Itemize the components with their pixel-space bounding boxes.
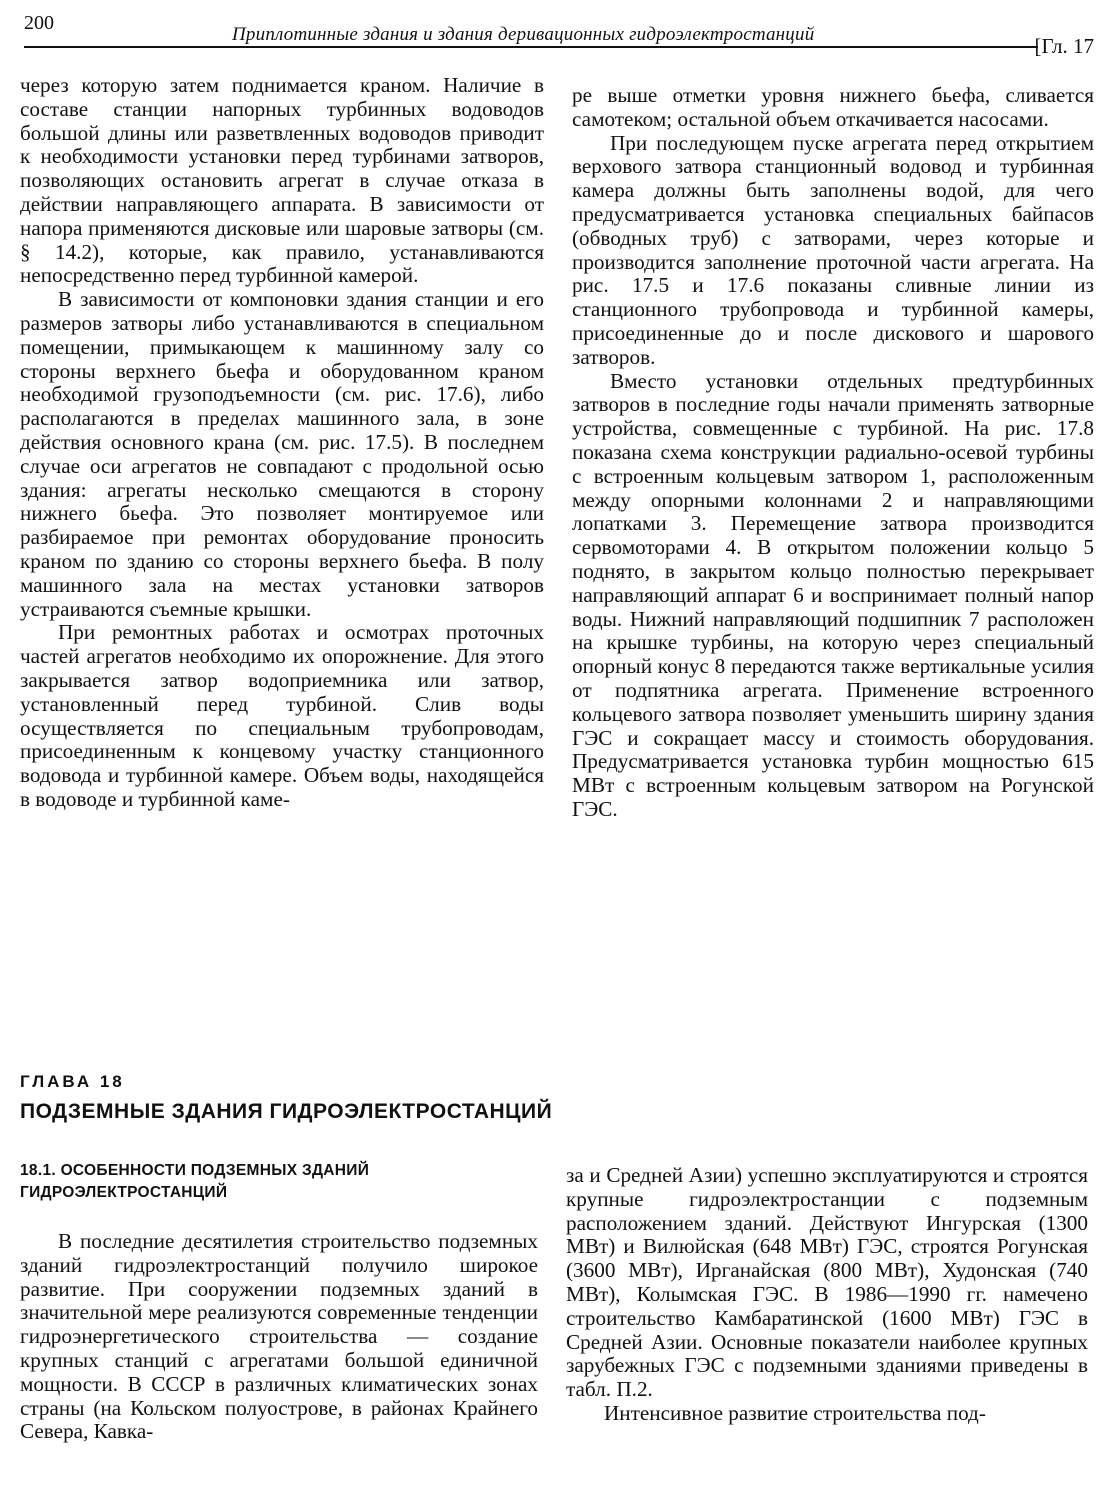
paragraph: При ремонтных работах и осмотрах проточных частей агрегатов необходимо их опорожнение. Для этого закрывается затвор водоприемника или затвор, установленный перед турбиной. Слив воды осуществляется по специальным трубопроводам, присоединенным к концевому участку станционного водовода и турбинной камере. Объем воды, находящейся в водоводе и турбинной каме- (20, 620, 544, 811)
bottom-right-column (566, 1164, 1088, 1426)
chapter-title: ПОДЗЕМНЫЕ ЗДАНИЯ ГИДРОЭЛЕКТРОСТАНЦИЙ (20, 1100, 553, 1123)
page-header (24, 6, 1094, 58)
paragraph: Вместо установки отдельных предтурбинных затворов в последние годы начали применять затворные устройства, совмещенные с турбиной. На рис. 17.8 показана схема конструкции радиально-осевой турбины с встроенным кольцевым затвором 1, расположенным между опорными колоннами 2 и направляющими лопатками 3. Перемещение затвора производится сервомоторами 4. В открытом положении кольцо 5 поднято, в закрытом кольцо полностью перекрывает направляющий аппарат 6 и воспринимает полный напор воды. Нижний направляющий подшипник 7 расположен на крышке турбины, на которую через специальный опорный конус 8 передаются также вертикальные усилия от подпятника агрегата. Применение встроенного кольцевого затвора позволяет уменьшить ширину здания ГЭС и сокращает массу и стоимость оборудования. Предусматривается установка турбин мощностью 615 МВт с встроенным кольцевым затвором на Рогунской ГЭС. (572, 368, 1094, 821)
page-number: 200 (24, 12, 54, 34)
chapter-label: ГЛАВА 18 (20, 1072, 125, 1091)
paragraph: В последние десятилетия строительство подземных зданий гидроэлектростанций получило широкое развитие. При сооружении подземных зданий в значительной мере реализуются современные тенденции гидроэнергетического строительства — создание крупных станций с агрегатами большой единичной мощности. В СССР в различных климатических зонах страны (на Кольском полуострове, в районах Крайнего Севера, Кавка- (20, 1229, 538, 1444)
paragraph: за и Средней Азии) успешно эксплуатируются и строятся крупные гидроэлектростанции с подземным расположением зданий. Действуют Ингурская (1300 МВт) и Вилюйская (648 МВт) ГЭС, строятся Рогунская (3600 МВт), Ирганайская (800 МВт), Худонская (740 МВт), Колымская ГЭС. В 1986—1990 гг. намечено строительство Камбаратинской (1600 МВт) ГЭС в Средней Азии. Основные показатели наиболее крупных зарубежных ГЭС с подземными зданиями приведены в табл. П.2. (566, 1163, 1088, 1402)
running-title: Приплотинные здания и здания деривационных гидроэлектростанций (232, 24, 815, 45)
top-left-column (20, 74, 544, 812)
paragraph: При последующем пуске агрегата перед открытием верхового затвора станционный водовод и турбинная камера должны быть заполнены водой, для чего предусматривается установка специальных байпасов (обводных труб) с затворами, через которые и производится заполнение проточной части агрегата. На рис. 17.5 и 17.6 показаны сливные линии из станционного трубопровода и турбинной камеры, присоединенные до и после дискового и шарового затворов. (572, 130, 1094, 369)
chapter-reference: [Гл. 17 (1034, 34, 1094, 58)
section-title: 18.1. ОСОБЕННОСТИ ПОДЗЕМНЫХ ЗДАНИЙ ГИДРОЭЛЕКТРОСТАНЦИЙ (20, 1162, 370, 1201)
bottom-left-column (20, 1230, 538, 1444)
paragraph: В зависимости от компоновки здания станции и его размеров затворы либо устанавливаются в специальном помещении, примыкающем к машинному залу со стороны верхнего бьефа и оборудованном краном необходимой грузоподъемности (см. рис. 17.6), либо располагаются в пределах машинного зала, в зоне действия основного крана (см. рис. 17.5). В последнем случае оси агрегатов не совпадают с продольной осью здания: агрегаты несколько смещаются в сторону нижнего бьефа. Это позволяет монтируемое или разбираемое при ремонтах оборудование проносить краном по зданию со стороны верхнего бьефа. В полу машинного зала на местах установки затворов устраиваются съемные крышки. (20, 287, 544, 621)
paragraph: Интенсивное развитие строительства под- (604, 1400, 986, 1425)
header-rule (24, 46, 1038, 48)
top-right-column (572, 84, 1094, 822)
paragraph: ре выше отметки уровня нижнего бьефа, сливается самотеком; остальной объем откачивается насосами. (572, 83, 1094, 131)
paragraph: через которую затем поднимается краном. Наличие в составе станции напорных турбинных водоводов большой длины или разветвленных водоводов приводит к необходимости установки перед турбинами затворов, позволяющих остановить агрегат в случае отказа в действии направляющего аппарата. В зависимости от напора применяются дисковые или шаровые затворы (см. § 14.2), которые, как правило, устанавливаются непосредственно перед турбинной камерой. (20, 73, 544, 288)
